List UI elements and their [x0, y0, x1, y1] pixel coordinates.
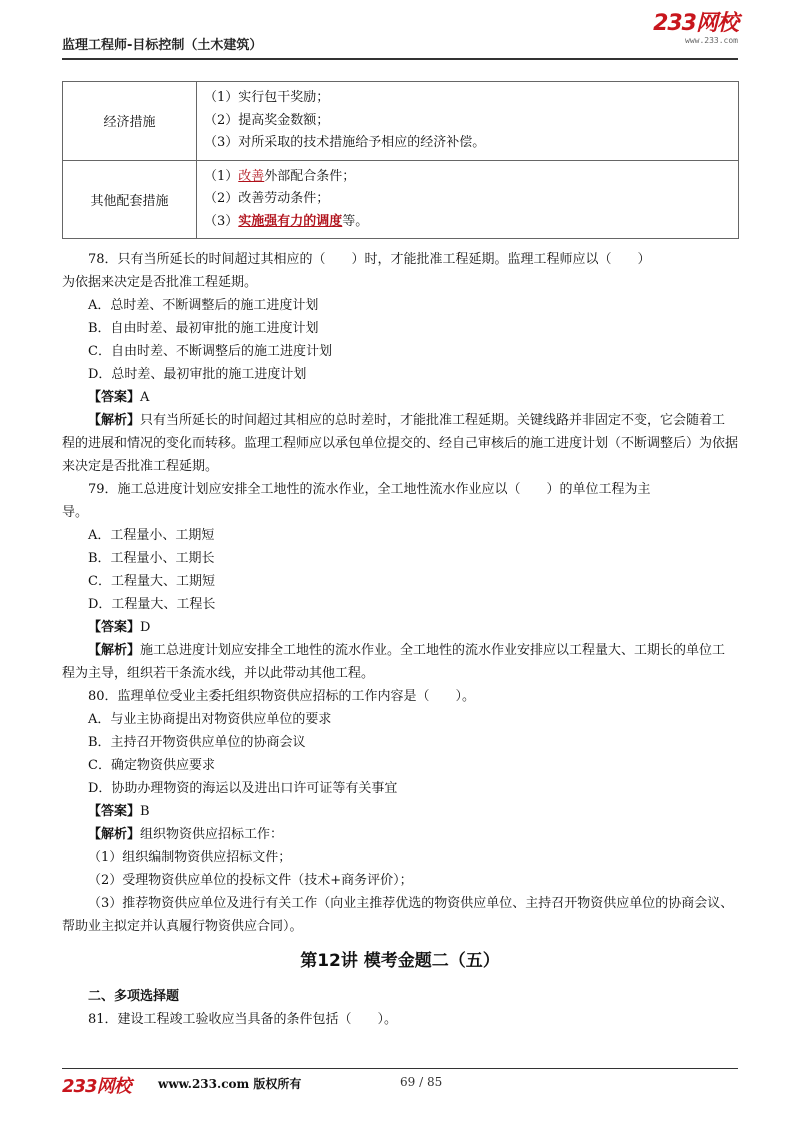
question-stem: 79．施工总进度计划应安排全工地性的流水作业，全工地性流水作业应以（ ）的单位工程为主	[88, 482, 651, 497]
brand-logo	[653, 12, 738, 45]
analysis-item: （1）组织编制物资供应招标文件；	[88, 850, 292, 865]
answer-value: A	[140, 390, 150, 405]
question-stem: 80．监理单位受业主委托组织物资供应招标的工作内容是（ ）。	[88, 689, 476, 704]
measures-table	[62, 81, 739, 239]
document-title: 监理工程师-目标控制（土木建筑）	[62, 38, 263, 53]
option-a: A．总时差、不断调整后的施工进度计划	[88, 298, 319, 313]
option-a: A．与业主协商提出对物资供应单位的要求	[88, 712, 332, 727]
section-subhead: 二、多项选择题	[88, 989, 180, 1004]
option-d: D．工程量大、工程长	[88, 597, 216, 612]
answer-value: B	[140, 804, 150, 819]
list-item: （2）改善劳动条件；	[204, 191, 330, 206]
question-stem: 81．建设工程竣工验收应当具备的条件包括（ ）。	[88, 1012, 398, 1027]
analysis-tag: 【解析】	[88, 413, 141, 428]
logo-text: 233网校	[653, 11, 738, 36]
option-c: C．工程量大、工期短	[88, 574, 215, 589]
footer-divider	[62, 1068, 738, 1069]
row-label: 其他配套措施	[63, 160, 197, 239]
analysis-tag: 【解析】	[88, 827, 141, 842]
list-item: （1）实行包干奖励；	[204, 90, 330, 105]
list-item	[204, 211, 738, 234]
analysis-item-text: （3）推荐物资供应单位及进行有关工作（向业主推荐优选的物资供应单位、主持召开物资供应单位的协商会议、帮助业主拟定并认真履行物资供应合同）。	[62, 896, 734, 934]
item-prefix: （3）	[204, 213, 239, 229]
header-divider	[62, 58, 738, 60]
question-stem-cont: 为依据来决定是否批准工程延期。	[62, 275, 258, 290]
analysis	[62, 409, 738, 478]
option-d: D．协助办理物资的海运以及进出口许可证等有关事宜	[88, 781, 398, 796]
option-c: C．自由时差、不断调整后的施工进度计划	[88, 344, 332, 359]
analysis-item: （2）受理物资供应单位的投标文件（技术+商务评价）；	[88, 873, 413, 888]
copyright: www.233.com 版权所有	[158, 1077, 302, 1091]
answer	[62, 386, 738, 409]
answer-value: D	[140, 620, 151, 635]
page-footer	[62, 1072, 738, 1096]
option-b: B．主持召开物资供应单位的协商会议	[88, 735, 306, 750]
answer-tag: 【答案】	[88, 620, 141, 635]
analysis-text: 组织物资供应招标工作：	[140, 827, 284, 842]
option-d: D．总时差、最初审批的施工进度计划	[88, 367, 307, 382]
analysis	[62, 639, 738, 685]
question-stem: 78．只有当所延长的时间超过其相应的（ ）时，才能批准工程延期。监理工程师应以（ ）	[88, 252, 651, 267]
answer-tag: 【答案】	[88, 804, 141, 819]
logo-url: www.233.com	[685, 36, 738, 45]
analysis-tag: 【解析】	[88, 643, 141, 658]
page-number: 69 / 85	[400, 1075, 443, 1089]
answer	[62, 800, 738, 823]
highlighted-text: 改善	[238, 168, 265, 184]
analysis-text: 只有当所延长的时间超过其相应的总时差时，才能批准工程延期。关键线路并非固定不变，它会随着工程的进展和情况的变化而转移。监理工程师应以承包单位提交的、经自己审核后的施工进度计划（不断调整后）为依据来决定是否批准工程延期。	[62, 413, 739, 474]
row-items	[197, 160, 739, 239]
option-c: C．确定物资供应要求	[88, 758, 215, 773]
footer-logo: 233网校	[62, 1076, 131, 1097]
list-item: （2）提高奖金数额；	[204, 112, 330, 128]
analysis-text: 施工总进度计划应安排全工地性的流水作业。全工地性的流水作业安排应以工程量大、工期长的单位工程为主导，组织若干条流水线，并以此带动其他工程。	[62, 643, 726, 681]
list-item: （3）对所采取的技术措施给予相应的经济补偿。	[204, 135, 486, 150]
section-title: 第12讲 模考金题二（五）	[300, 951, 500, 971]
answer	[62, 616, 738, 639]
option-a: A．工程量小、工期短	[88, 528, 215, 543]
highlighted-text: 实施强有力的调度	[238, 213, 343, 229]
row-label: 经济措施	[63, 82, 197, 161]
analysis	[62, 823, 738, 846]
answer-tag: 【答案】	[88, 390, 141, 405]
option-b: B．工程量小、工期长	[88, 551, 215, 566]
question-stem-cont: 导。	[62, 505, 89, 520]
item-prefix: （1）	[204, 168, 239, 184]
table-row	[63, 82, 739, 161]
table-row	[63, 160, 739, 239]
page-header	[62, 0, 738, 60]
main-content	[62, 248, 738, 1031]
item-rest: 外部配合条件；	[264, 168, 356, 184]
analysis-item	[62, 892, 738, 938]
option-b: B．自由时差、最初审批的施工进度计划	[88, 321, 319, 336]
item-rest: 等。	[342, 213, 369, 229]
list-item	[204, 166, 738, 189]
row-items	[197, 82, 739, 161]
